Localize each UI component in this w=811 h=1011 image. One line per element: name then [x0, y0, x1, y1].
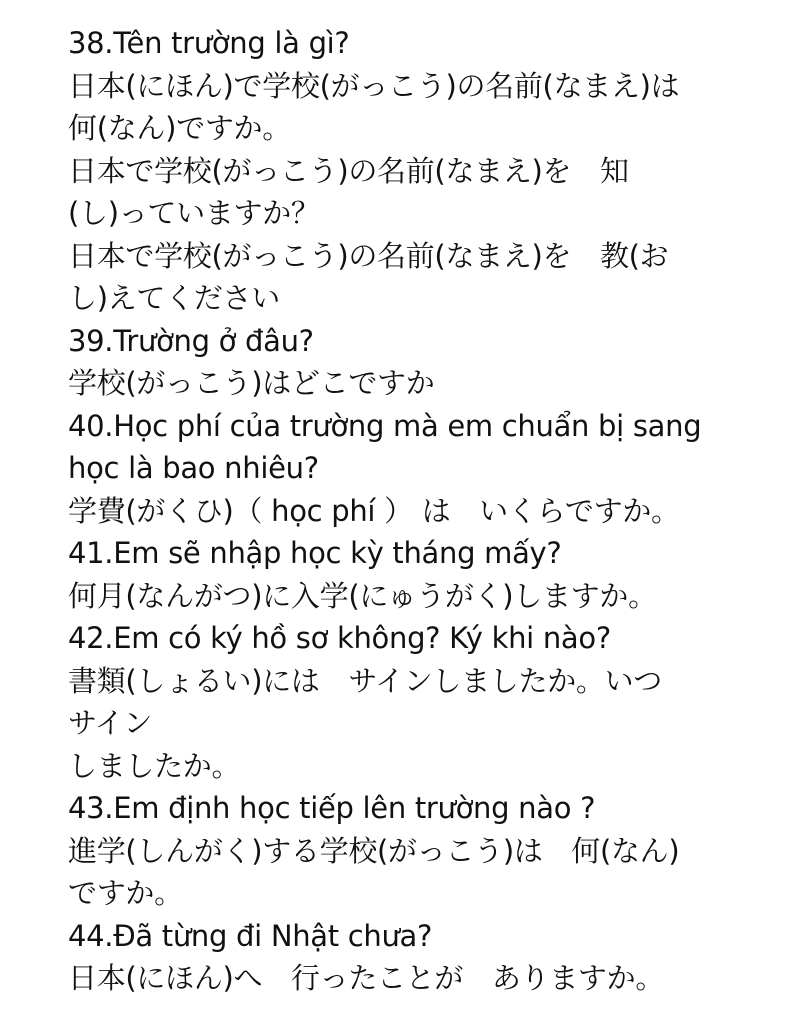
text-line: 何(なん)ですか。	[68, 111, 291, 145]
question-43-heading: 43.Em định học tiếp lên trường nào ?	[68, 791, 596, 825]
text-line: 日本で学校(がっこう)の名前(なまえ)を 教(お	[68, 238, 669, 273]
text-line: 書類(しょるい)には サインしましたか。いつ	[68, 663, 662, 698]
text-line: 日本(にほん)で学校(がっこう)の名前(なまえ)は	[68, 68, 680, 103]
text-line: し)えてください	[68, 281, 280, 315]
text-line: học là bao nhiêu?	[68, 451, 319, 485]
question-38-heading: 38.Tên trường là gì?	[68, 26, 350, 60]
text-line: ですか。	[68, 876, 183, 910]
text-line: 日本(にほん)へ 行ったことが ありますか。	[68, 961, 665, 995]
question-44-heading: 44.Đã từng đi Nhật chưa?	[68, 918, 433, 953]
text-line: 日本で学校(がっこう)の名前(なまえ)を 知	[68, 153, 629, 188]
question-39-heading: 39.Trường ở đâu?	[68, 323, 314, 358]
question-41-heading: 41.Em sẽ nhập học kỳ tháng mấy?	[68, 536, 562, 570]
text-lines	[68, 22, 798, 1000]
question-42-heading: 42.Em có ký hồ sơ không? Ký khi nào?	[68, 621, 611, 655]
text-line: しましたか。	[68, 748, 241, 783]
text-line: 進学(しんがく)する学校(がっこう)は 何(なん)	[68, 833, 680, 868]
question-40-heading: 40.Học phí của trường mà em chuẩn bị sang	[68, 408, 702, 443]
text-line: 学校(がっこう)はどこですか	[68, 366, 435, 400]
text-line: 学費(がくひ)（ học phí ） は いくらですか。	[68, 493, 680, 528]
text-line: サイン	[68, 706, 153, 740]
text-line: 何月(なんがつ)に入学(にゅうがく)しますか。	[68, 578, 657, 613]
text-line: (し)っていますか？	[68, 196, 320, 230]
